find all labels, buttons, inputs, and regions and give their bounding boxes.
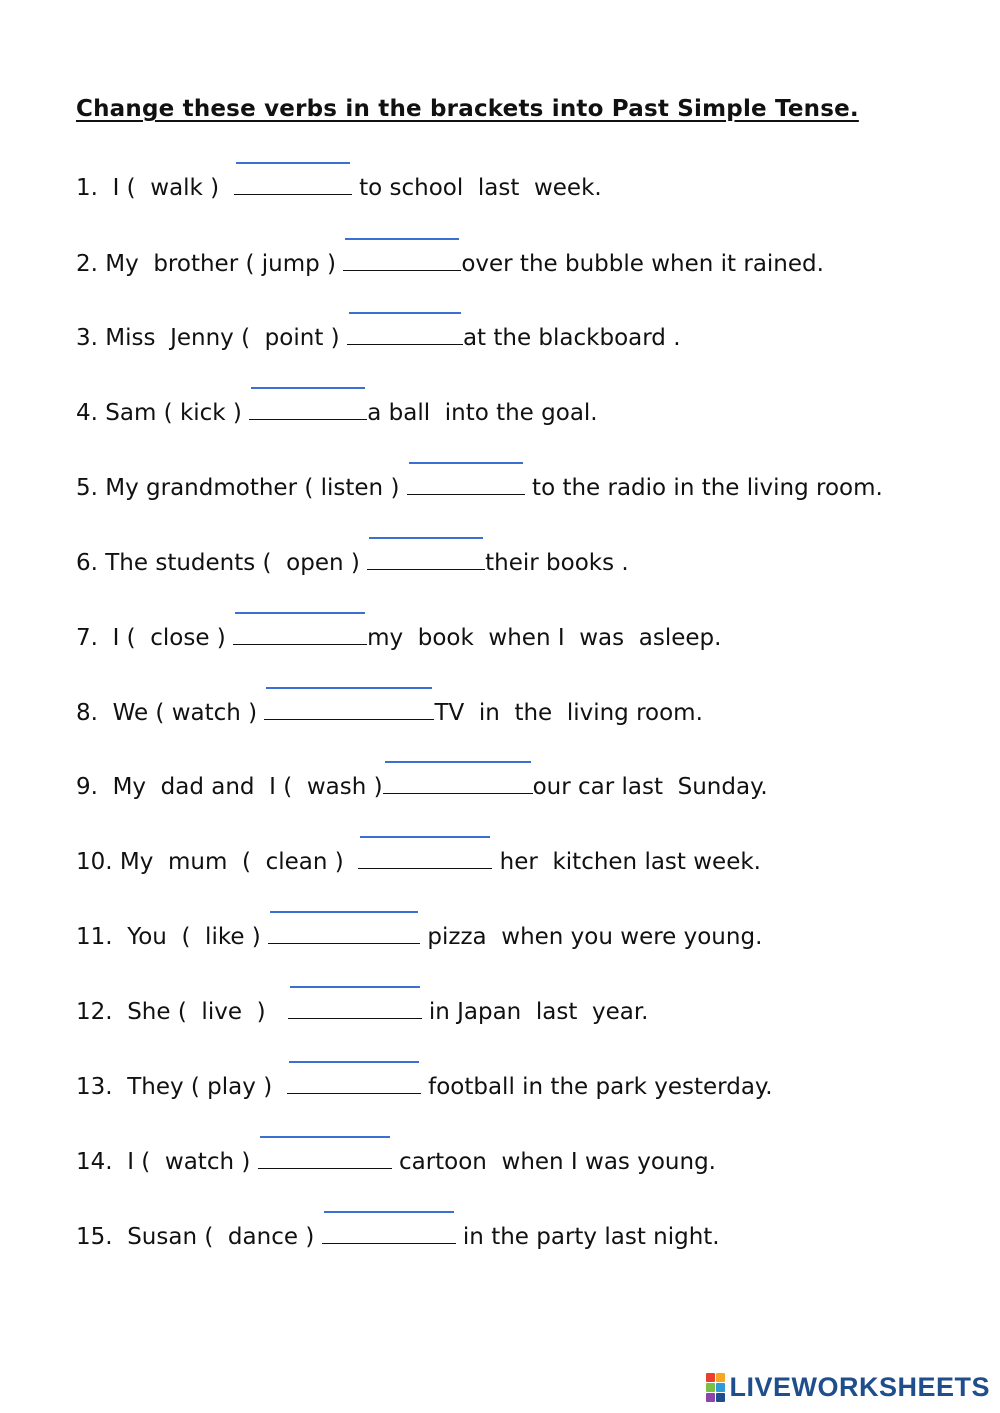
liveworksheets-logo — [706, 1372, 990, 1403]
answer-blank[interactable] — [407, 470, 525, 495]
question-prompt: 15. Susan ( dance ) — [76, 1224, 322, 1250]
question-prompt: 1. I ( walk ) — [76, 175, 234, 201]
question-continuation: TV in the living room. — [434, 700, 703, 726]
question-continuation: to the radio in the living room. — [524, 475, 883, 501]
question-continuation: cartoon when I was young. — [391, 1149, 716, 1175]
logo-square — [706, 1373, 715, 1382]
question-continuation: to school last week. — [351, 175, 602, 201]
question-continuation: in the party last night. — [455, 1224, 720, 1250]
answer-input-line[interactable] — [360, 836, 490, 838]
logo-square — [716, 1373, 725, 1382]
question-14 — [76, 1144, 716, 1174]
question-5 — [76, 470, 883, 500]
question-continuation: our car last Sunday. — [532, 774, 768, 800]
question-9 — [76, 769, 768, 799]
question-11 — [76, 919, 762, 949]
question-6 — [76, 545, 629, 575]
answer-input-line[interactable] — [266, 687, 432, 689]
answer-input-line[interactable] — [345, 238, 459, 240]
answer-blank[interactable] — [367, 545, 485, 570]
answer-blank[interactable] — [322, 1219, 456, 1244]
answer-blank[interactable] — [234, 170, 352, 195]
answer-input-line[interactable] — [409, 462, 523, 464]
question-continuation: in Japan last year. — [421, 999, 649, 1025]
answer-blank[interactable] — [347, 320, 463, 345]
worksheet-title: Change these verbs in the brackets into Past Simple Tense. — [76, 96, 859, 122]
answer-blank[interactable] — [264, 695, 434, 720]
question-4 — [76, 395, 598, 425]
logo-square — [706, 1383, 715, 1392]
answer-blank[interactable] — [358, 844, 492, 869]
question-prompt: 12. She ( live ) — [76, 999, 288, 1025]
answer-input-line[interactable] — [236, 162, 350, 164]
logo-square — [706, 1393, 715, 1402]
question-prompt: 4. Sam ( kick ) — [76, 400, 250, 426]
question-1 — [76, 170, 602, 200]
logo-square — [716, 1393, 725, 1402]
question-continuation: football in the park yesterday. — [420, 1074, 773, 1100]
question-continuation: a ball into the goal. — [367, 400, 598, 426]
answer-blank[interactable] — [249, 395, 367, 420]
question-8 — [76, 695, 703, 725]
answer-blank[interactable] — [287, 1069, 421, 1094]
question-prompt: 8. We ( watch ) — [76, 700, 265, 726]
question-7 — [76, 620, 721, 650]
question-12 — [76, 994, 649, 1024]
question-continuation: her kitchen last week. — [492, 849, 761, 875]
answer-input-line[interactable] — [270, 911, 418, 913]
question-2 — [76, 246, 824, 276]
question-10 — [76, 844, 761, 874]
question-continuation: pizza when you were young. — [420, 924, 763, 950]
logo-mark-icon — [706, 1373, 725, 1402]
question-15 — [76, 1219, 720, 1249]
question-continuation: my book when I was asleep. — [367, 625, 722, 651]
answer-input-line[interactable] — [369, 537, 483, 539]
question-prompt: 10. My mum ( clean ) — [76, 849, 359, 875]
answer-input-line[interactable] — [251, 387, 365, 389]
question-prompt: 6. The students ( open ) — [76, 550, 368, 576]
question-prompt: 7. I ( close ) — [76, 625, 234, 651]
question-prompt: 13. They ( play ) — [76, 1074, 287, 1100]
question-prompt: 11. You ( like ) — [76, 924, 269, 950]
answer-input-line[interactable] — [349, 312, 461, 314]
question-prompt: 3. Miss Jenny ( point ) — [76, 325, 347, 351]
question-prompt: 2. My brother ( jump ) — [76, 251, 344, 277]
question-prompt: 9. My dad and I ( wash ) — [76, 774, 383, 800]
question-continuation: over the bubble when it rained. — [461, 251, 824, 277]
answer-blank[interactable] — [383, 769, 533, 794]
question-prompt: 14. I ( watch ) — [76, 1149, 258, 1175]
logo-square — [716, 1383, 725, 1392]
answer-input-line[interactable] — [324, 1211, 454, 1213]
question-13 — [76, 1069, 773, 1099]
question-continuation: their books . — [485, 550, 629, 576]
question-3 — [76, 320, 681, 350]
answer-input-line[interactable] — [235, 612, 365, 614]
logo-text: LIVEWORKSHEETS — [729, 1372, 990, 1402]
answer-input-line[interactable] — [260, 1136, 390, 1138]
answer-blank[interactable] — [258, 1144, 392, 1169]
answer-blank[interactable] — [268, 919, 420, 944]
answer-input-line[interactable] — [289, 1061, 419, 1063]
question-prompt: 5. My grandmother ( listen ) — [76, 475, 407, 501]
answer-input-line[interactable] — [385, 761, 531, 763]
answer-input-line[interactable] — [290, 986, 420, 988]
answer-blank[interactable] — [233, 620, 367, 645]
answer-blank[interactable] — [288, 994, 422, 1019]
question-continuation: at the blackboard . — [462, 325, 681, 351]
answer-blank[interactable] — [343, 246, 461, 271]
